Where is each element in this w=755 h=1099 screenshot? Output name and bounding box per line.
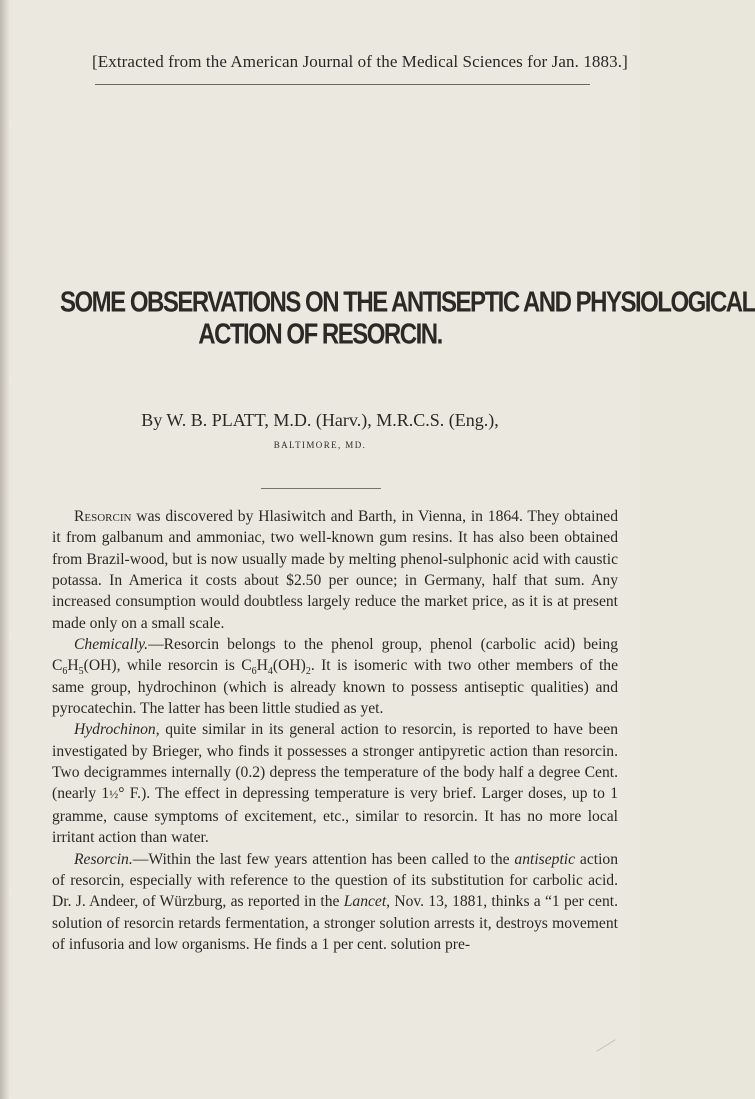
text-run: H [256, 657, 268, 675]
text-run: action of resorcin, especially with reference to the question of its substitution for carbolic acid. Dr. J. Andeer, of Würzburg, as reported in the [52, 850, 618, 911]
subscript: 6 [62, 666, 68, 678]
paragraph-text: was discovered by Hlasiwitch and Barth, in Vienna, in 1864. They obtained it from galbanum and ammoniac, two well-known gum resins. It has also been obtained from Brazil-wood, but is now usually made by melting phenol-sulphonic acid with caustic potassa. In America it costs about $2.50 per ounce; in Germany, half that sum. Any increased consumption would doubtless largely reduce the market price, as it is at present made only on a small scale. [52, 508, 618, 632]
fraction: ½ [109, 787, 119, 802]
paragraph-chemically [52, 634, 618, 719]
text-run: . It is isomeric with two other members of the same group, hydrochinon (which is already known to possess antiseptic qualities) and pyrocatechin. The latter has been little studied as yet. [52, 657, 618, 718]
article-title [60, 286, 755, 351]
paragraph-resorcin [52, 849, 618, 956]
article-body [52, 506, 618, 955]
italic-run: Lancet, [343, 893, 391, 911]
title-line-2: ACTION OF RESORCIN. [198, 318, 442, 351]
text-run: —Within the last few years attention has been called to the [132, 850, 515, 868]
text-run: —Resorcin belongs to the phenol group, phenol (carbolic acid) being C [52, 636, 618, 675]
paragraph-hydrochinon [52, 719, 618, 848]
text-run: H [67, 657, 79, 675]
lead-word: Resorcin [74, 508, 132, 525]
text-run: ° F.). The effect in depressing temperature is very brief. Larger doses, up to 1 gramme, cause symptoms of excitement, etc., similar to resorcin. It has no more local irritant action than water. [52, 785, 618, 847]
subscript: 4 [267, 666, 273, 678]
text-run: quite similar in its general action to resorcin, is reported to have been investigated by Brieger, who finds it possesses a stronger antipyretic action than resorcin. Two decigrammes internally (0.2) depress the temperature of the body half a degree Cent. (nearly 1 [52, 721, 618, 803]
italic-run: antiseptic [514, 850, 576, 868]
extract-note: [Extracted from the American Journal of the Medical Sciences for Jan. 1883.] [92, 52, 628, 71]
subscript: 2 [305, 666, 311, 678]
text-run: (OH) [272, 657, 306, 675]
title-line-1: SOME OBSERVATIONS ON THE ANTISEPTIC AND PHYSIOLOGICAL [60, 286, 755, 319]
subscript: 5 [78, 666, 84, 678]
text-run: (OH), while resorcin is C [83, 657, 252, 675]
pencil-mark [596, 1039, 615, 1052]
text-run: Nov. 13, 1881, thinks a “1 per cent. solution of resorcin retards fermentation, a stronger solution arrests it, destroys movement of infusoria and low organisms. He finds a 1 per cent. solution pre- [52, 893, 618, 953]
header-rule [95, 84, 590, 85]
lead-word: Chemically. [74, 636, 149, 654]
page-edge-shadow [0, 0, 9, 1099]
author-byline: By W. B. PLATT, M.D. (Harv.), M.R.C.S. (Eng.), [141, 410, 499, 430]
separator-rule [261, 488, 381, 489]
author-location: BALTIMORE, MD. [273, 440, 367, 450]
lead-word: Resorcin. [74, 850, 133, 868]
paragraph-intro [52, 506, 618, 634]
lead-word: Hydrochinon, [74, 721, 160, 739]
subscript: 6 [251, 666, 257, 678]
